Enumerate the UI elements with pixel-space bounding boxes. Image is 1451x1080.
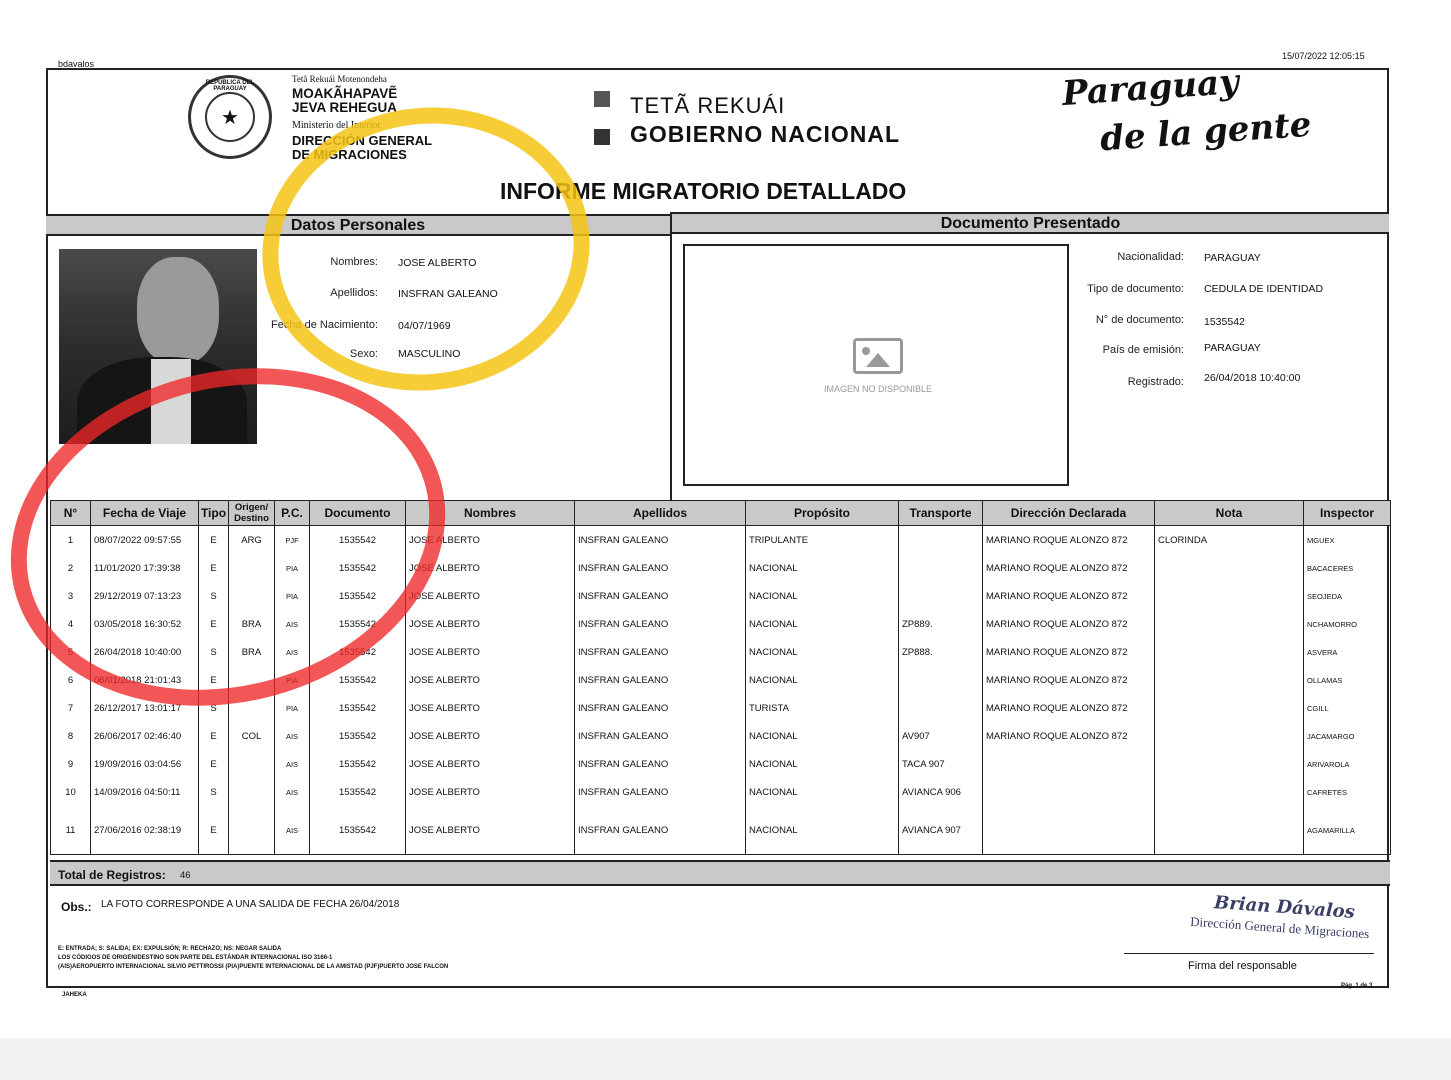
col-header: Transporte bbox=[899, 501, 983, 526]
image-placeholder-icon bbox=[853, 338, 903, 374]
signature-line bbox=[1124, 953, 1374, 954]
table-cell: S bbox=[199, 582, 229, 610]
table-row bbox=[51, 750, 1391, 778]
table-cell: 1535542 bbox=[310, 638, 406, 666]
table-cell: E bbox=[199, 722, 229, 750]
legend-line: (AIS)AEROPUERTO INTERNACIONAL SILVIO PETTIROSSI (PIA)PUENTE INTERNACIONAL DE LA AMISTAD (PJF)PUERTO JOSE FALCON bbox=[58, 964, 449, 970]
table-cell: AIS bbox=[275, 638, 310, 666]
table-cell bbox=[983, 750, 1155, 778]
gov-line1: TETÃ REKUÁI bbox=[630, 93, 786, 118]
table-cell: 10 bbox=[51, 778, 91, 806]
signature-caption: Firma del responsable bbox=[1188, 960, 1297, 972]
value-tipo-documento: CEDULA DE IDENTIDAD bbox=[1204, 283, 1324, 295]
table-cell: MARIANO ROQUE ALONZO 872 bbox=[983, 526, 1155, 555]
table-cell: NACIONAL bbox=[746, 806, 899, 855]
table-cell: AV907 bbox=[899, 722, 983, 750]
table-cell: S bbox=[199, 778, 229, 806]
table-cell bbox=[1155, 666, 1304, 694]
table-cell: 1535542 bbox=[310, 722, 406, 750]
table-cell: ZP889. bbox=[899, 610, 983, 638]
table-cell bbox=[899, 554, 983, 582]
table-cell: MARIANO ROQUE ALONZO 872 bbox=[983, 554, 1155, 582]
table-cell: NACIONAL bbox=[746, 750, 899, 778]
table-cell: E bbox=[199, 610, 229, 638]
label-nombres: Nombres: bbox=[330, 256, 378, 268]
value-nombres: JOSE ALBERTO bbox=[398, 257, 477, 269]
col-header: Inspector bbox=[1304, 501, 1391, 526]
table-cell: BRA bbox=[229, 638, 275, 666]
table-cell: MGUEX bbox=[1304, 526, 1391, 555]
table-cell: MARIANO ROQUE ALONZO 872 bbox=[983, 722, 1155, 750]
col-header: Propósito bbox=[746, 501, 899, 526]
table-cell: NACIONAL bbox=[746, 582, 899, 610]
table-cell: INSFRAN GALEANO bbox=[575, 806, 746, 855]
table-cell bbox=[983, 778, 1155, 806]
table-cell: NACIONAL bbox=[746, 722, 899, 750]
table-row bbox=[51, 778, 1391, 806]
legend-line: LOS CÓDIGOS DE ORIGEN/DESTINO SON PARTE DEL ESTÁNDAR INTERNACIONAL ISO 3166-1 bbox=[58, 955, 333, 961]
table-cell: JOSE ALBERTO bbox=[406, 806, 575, 855]
personal-section-header: Datos Personales bbox=[46, 214, 670, 236]
table-cell: MARIANO ROQUE ALONZO 872 bbox=[983, 694, 1155, 722]
col-header: Dirección Declarada bbox=[983, 501, 1155, 526]
table-cell: MARIANO ROQUE ALONZO 872 bbox=[983, 638, 1155, 666]
signature-title: Dirección General de Migraciones bbox=[1189, 913, 1370, 942]
table-cell: 29/12/2019 07:13:23 bbox=[91, 582, 199, 610]
table-cell: NACIONAL bbox=[746, 666, 899, 694]
brand-line1: Paraguay bbox=[1060, 61, 1241, 115]
value-nacionalidad: PARAGUAY bbox=[1204, 252, 1261, 264]
document-image-box bbox=[683, 244, 1069, 486]
table-cell bbox=[899, 526, 983, 555]
table-cell: JOSE ALBERTO bbox=[406, 778, 575, 806]
table-cell: AIS bbox=[275, 722, 310, 750]
dgm-line2: DE MIGRACIONES bbox=[292, 147, 407, 162]
table-cell: PIA bbox=[275, 582, 310, 610]
table-cell bbox=[1155, 694, 1304, 722]
value-pais-emision: PARAGUAY bbox=[1204, 342, 1261, 354]
table-cell: AVIANCA 907 bbox=[899, 806, 983, 855]
table-cell: NACIONAL bbox=[746, 778, 899, 806]
table-row bbox=[51, 806, 1391, 855]
col-header: Fecha de Viaje bbox=[91, 501, 199, 526]
page-number: Pág. 1 de 3 bbox=[1341, 983, 1373, 989]
table-cell bbox=[1155, 806, 1304, 855]
table-cell bbox=[1155, 778, 1304, 806]
gov-square-icon bbox=[594, 91, 610, 107]
table-cell: 1535542 bbox=[310, 582, 406, 610]
table-cell: CAFRETES bbox=[1304, 778, 1391, 806]
table-row bbox=[51, 722, 1391, 750]
col-header: Documento bbox=[310, 501, 406, 526]
col-header: N° bbox=[51, 501, 91, 526]
table-cell: 4 bbox=[51, 610, 91, 638]
table-cell: PIA bbox=[275, 666, 310, 694]
col-header: Origen/ Destino bbox=[229, 501, 275, 526]
table-cell: AGAMARILLA bbox=[1304, 806, 1391, 855]
table-cell: COL bbox=[229, 722, 275, 750]
legend-line: E: ENTRADA; S: SALIDA; EX: EXPULSIÓN; R: RECHAZO; NS: NEGAR SALIDA bbox=[58, 946, 282, 952]
table-cell: JOSE ALBERTO bbox=[406, 582, 575, 610]
table-cell: AIS bbox=[275, 806, 310, 855]
table-cell: JOSE ALBERTO bbox=[406, 638, 575, 666]
totals-label: Total de Registros: bbox=[58, 868, 166, 882]
table-cell: JOSE ALBERTO bbox=[406, 610, 575, 638]
dgm-line1: DIRECCIÓN GENERAL bbox=[292, 133, 433, 148]
table-cell: 06/01/2018 21:01:43 bbox=[91, 666, 199, 694]
org-line2: JEVA REHEGUA bbox=[292, 100, 398, 115]
gov-line2: GOBIERNO NACIONAL bbox=[630, 121, 900, 147]
ministry: Ministerio del Interior bbox=[292, 120, 381, 131]
label-nacionalidad: Nacionalidad: bbox=[1117, 251, 1184, 263]
table-cell: MARIANO ROQUE ALONZO 872 bbox=[983, 582, 1155, 610]
table-cell: 9 bbox=[51, 750, 91, 778]
brand-line2: de la gente bbox=[1098, 104, 1313, 160]
table-cell: INSFRAN GALEANO bbox=[575, 610, 746, 638]
table-cell: CGILL bbox=[1304, 694, 1391, 722]
table-cell: E bbox=[199, 806, 229, 855]
table-cell: 1535542 bbox=[310, 778, 406, 806]
table-cell: NACIONAL bbox=[746, 638, 899, 666]
table-cell: 1535542 bbox=[310, 554, 406, 582]
table-cell bbox=[899, 582, 983, 610]
print-datetime: 15/07/2022 12:05:15 bbox=[1282, 51, 1365, 61]
table-cell: INSFRAN GALEANO bbox=[575, 694, 746, 722]
table-cell: OLLAMAS bbox=[1304, 666, 1391, 694]
table-cell bbox=[899, 694, 983, 722]
table-cell: PIA bbox=[275, 554, 310, 582]
table-cell: NACIONAL bbox=[746, 554, 899, 582]
table-cell: 27/06/2016 02:38:19 bbox=[91, 806, 199, 855]
table-cell: 1535542 bbox=[310, 526, 406, 555]
col-header: Tipo bbox=[199, 501, 229, 526]
table-cell: 19/09/2016 03:04:56 bbox=[91, 750, 199, 778]
obs-text: LA FOTO CORRESPONDE A UNA SALIDA DE FECHA 26/04/2018 bbox=[101, 899, 400, 910]
section-divider bbox=[670, 234, 672, 500]
table-cell: NCHAMORRO bbox=[1304, 610, 1391, 638]
table-cell bbox=[229, 750, 275, 778]
label-nacimiento: Fecha de Nacimiento: bbox=[271, 319, 378, 331]
table-cell: 11/01/2020 17:39:38 bbox=[91, 554, 199, 582]
table-cell: INSFRAN GALEANO bbox=[575, 554, 746, 582]
table-cell: JOSE ALBERTO bbox=[406, 750, 575, 778]
table-cell: BRA bbox=[229, 610, 275, 638]
table-cell: ARIVAROLA bbox=[1304, 750, 1391, 778]
table-cell bbox=[1155, 554, 1304, 582]
table-cell: JOSE ALBERTO bbox=[406, 666, 575, 694]
table-cell: NACIONAL bbox=[746, 610, 899, 638]
table-cell: AIS bbox=[275, 750, 310, 778]
table-cell: E bbox=[199, 526, 229, 555]
table-cell: INSFRAN GALEANO bbox=[575, 582, 746, 610]
table-cell: 14/09/2016 04:50:11 bbox=[91, 778, 199, 806]
label-tipo-documento: Tipo de documento: bbox=[1087, 283, 1184, 295]
table-cell: ASVERA bbox=[1304, 638, 1391, 666]
table-cell: 3 bbox=[51, 582, 91, 610]
table-cell: JACAMARGO bbox=[1304, 722, 1391, 750]
table-cell: 1535542 bbox=[310, 666, 406, 694]
totals-bar bbox=[50, 860, 1390, 886]
table-cell: MARIANO ROQUE ALONZO 872 bbox=[983, 666, 1155, 694]
label-registrado: Registrado: bbox=[1127, 376, 1184, 388]
table-cell: 2 bbox=[51, 554, 91, 582]
table-cell: AIS bbox=[275, 610, 310, 638]
table-cell: 1535542 bbox=[310, 694, 406, 722]
table-cell: INSFRAN GALEANO bbox=[575, 666, 746, 694]
table-cell: 1535542 bbox=[310, 610, 406, 638]
table-cell: 26/12/2017 13:01:17 bbox=[91, 694, 199, 722]
org-line1: MOAKÃHAPAVẼ bbox=[292, 86, 398, 101]
table-cell: E bbox=[199, 666, 229, 694]
label-pais-emision: País de emisión: bbox=[1102, 344, 1184, 356]
value-sexo: MASCULINO bbox=[398, 348, 461, 360]
label-numero-documento: N° de documento: bbox=[1095, 314, 1184, 326]
gov-square-icon bbox=[594, 129, 610, 145]
table-cell: AVIANCA 906 bbox=[899, 778, 983, 806]
table-cell: JOSE ALBERTO bbox=[406, 722, 575, 750]
table-cell bbox=[1155, 582, 1304, 610]
table-cell: INSFRAN GALEANO bbox=[575, 638, 746, 666]
value-apellidos: INSFRAN GALEANO bbox=[398, 288, 498, 300]
table-cell: 7 bbox=[51, 694, 91, 722]
label-sexo: Sexo: bbox=[349, 348, 378, 360]
footer-left: JAHEKA bbox=[62, 992, 87, 998]
table-cell: 11 bbox=[51, 806, 91, 855]
table-cell: TACA 907 bbox=[899, 750, 983, 778]
table-cell: ZP888. bbox=[899, 638, 983, 666]
username: bdavalos bbox=[58, 59, 95, 69]
table-cell: ARG bbox=[229, 526, 275, 555]
value-numero-documento: 1535542 bbox=[1204, 316, 1245, 328]
table-cell: 5 bbox=[51, 638, 91, 666]
table-cell: JOSE ALBERTO bbox=[406, 526, 575, 555]
table-cell: AIS bbox=[275, 778, 310, 806]
table-cell: PJF bbox=[275, 526, 310, 555]
image-placeholder-text: IMAGEN NO DISPONIBLE bbox=[823, 384, 933, 394]
table-cell: 08/07/2022 09:57:55 bbox=[91, 526, 199, 555]
col-header: Nombres bbox=[406, 501, 575, 526]
table-cell: BACACERES bbox=[1304, 554, 1391, 582]
table-cell bbox=[229, 778, 275, 806]
value-nacimiento: 04/07/1969 bbox=[398, 320, 451, 332]
document-section-header: Documento Presentado bbox=[670, 212, 1389, 234]
table-cell: 26/06/2017 02:46:40 bbox=[91, 722, 199, 750]
table-cell bbox=[229, 806, 275, 855]
table-cell: E bbox=[199, 750, 229, 778]
table-cell: S bbox=[199, 638, 229, 666]
table-cell bbox=[1155, 722, 1304, 750]
table-cell: MARIANO ROQUE ALONZO 872 bbox=[983, 610, 1155, 638]
table-cell: JOSE ALBERTO bbox=[406, 554, 575, 582]
org-small: Tetã Rekuái Motenondeha bbox=[292, 74, 387, 84]
col-header: Apellidos bbox=[575, 501, 746, 526]
table-cell bbox=[1155, 638, 1304, 666]
table-cell bbox=[899, 666, 983, 694]
table-cell: E bbox=[199, 554, 229, 582]
table-cell: JOSE ALBERTO bbox=[406, 694, 575, 722]
table-cell: 1 bbox=[51, 526, 91, 555]
table-cell: TURISTA bbox=[746, 694, 899, 722]
table-cell: 03/05/2018 16:30:52 bbox=[91, 610, 199, 638]
table-cell: PIA bbox=[275, 694, 310, 722]
table-cell: INSFRAN GALEANO bbox=[575, 750, 746, 778]
table-cell: 1535542 bbox=[310, 750, 406, 778]
table-cell: INSFRAN GALEANO bbox=[575, 526, 746, 555]
national-seal-icon: REPUBLICA DEL PARAGUAY ★ bbox=[188, 75, 272, 159]
table-cell: TRIPULANTE bbox=[746, 526, 899, 555]
label-apellidos: Apellidos: bbox=[330, 287, 378, 299]
table-cell bbox=[1155, 610, 1304, 638]
table-cell: 6 bbox=[51, 666, 91, 694]
table-cell: INSFRAN GALEANO bbox=[575, 778, 746, 806]
table-cell: 26/04/2018 10:40:00 bbox=[91, 638, 199, 666]
obs-label: Obs.: bbox=[61, 900, 92, 914]
table-cell: INSFRAN GALEANO bbox=[575, 722, 746, 750]
table-cell: S bbox=[199, 694, 229, 722]
table-cell bbox=[1155, 750, 1304, 778]
table-cell bbox=[983, 806, 1155, 855]
signature-name: Brian Dávalos bbox=[1213, 892, 1356, 923]
table-cell: CLORINDA bbox=[1155, 526, 1304, 555]
totals-value: 46 bbox=[180, 870, 191, 881]
col-header: Nota bbox=[1155, 501, 1304, 526]
table-cell: 8 bbox=[51, 722, 91, 750]
table-cell: SEOJEDA bbox=[1304, 582, 1391, 610]
table-cell: 1535542 bbox=[310, 806, 406, 855]
report-title: INFORME MIGRATORIO DETALLADO bbox=[500, 178, 907, 204]
col-header: P.C. bbox=[275, 501, 310, 526]
value-registrado: 26/04/2018 10:40:00 bbox=[1204, 372, 1301, 384]
